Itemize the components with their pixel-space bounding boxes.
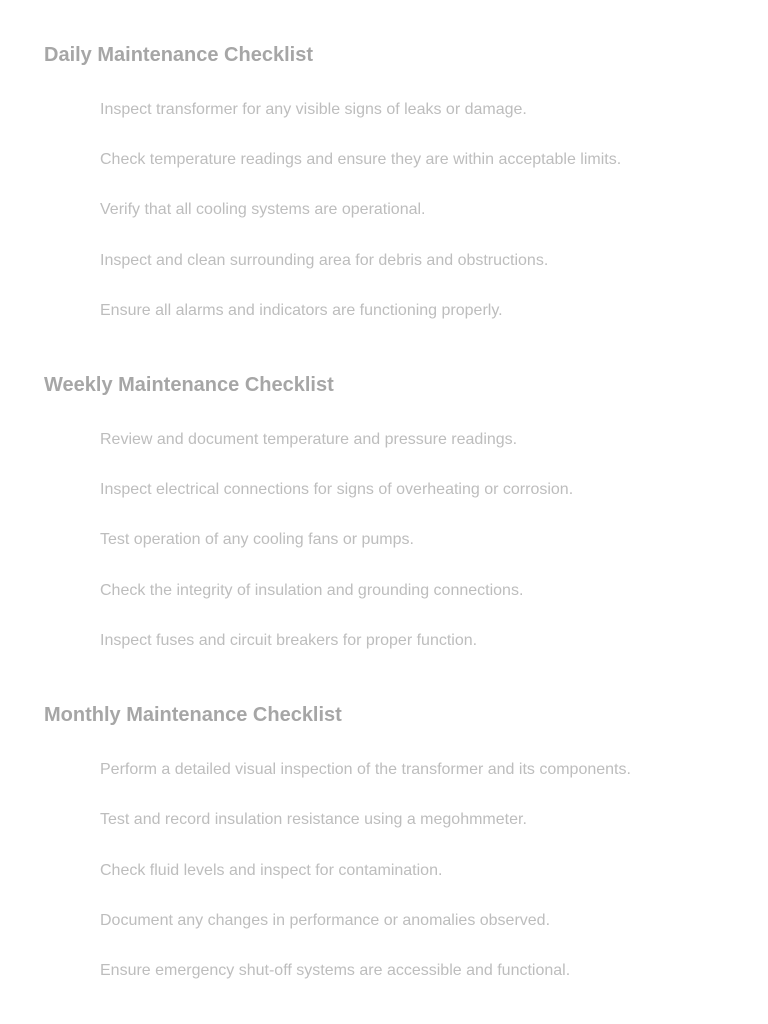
list-item: Inspect fuses and circuit breakers for proper function. bbox=[100, 632, 478, 649]
list-item: Review and document temperature and pressure readings. bbox=[100, 431, 518, 448]
list-item: Check temperature readings and ensure they are within acceptable limits. bbox=[100, 151, 622, 168]
monthly-section bbox=[44, 703, 744, 979]
monthly-section-title: Monthly Maintenance Checklist bbox=[44, 704, 342, 726]
list-item: Test operation of any cooling fans or pumps. bbox=[100, 531, 414, 548]
list-item: Test and record insulation resistance using a megohmmeter. bbox=[100, 811, 527, 828]
list-item: Verify that all cooling systems are operational. bbox=[100, 201, 426, 218]
list-item: Document any changes in performance or anomalies observed. bbox=[100, 912, 551, 929]
list-item: Inspect transformer for any visible signs of leaks or damage. bbox=[100, 101, 527, 118]
list-item: Inspect electrical connections for signs of overheating or corrosion. bbox=[100, 481, 574, 498]
list-item: Ensure all alarms and indicators are functioning properly. bbox=[100, 302, 503, 319]
daily-section bbox=[44, 43, 744, 319]
weekly-section bbox=[44, 373, 744, 649]
weekly-section-title: Weekly Maintenance Checklist bbox=[44, 374, 334, 396]
list-item: Perform a detailed visual inspection of the transformer and its components. bbox=[100, 761, 631, 778]
list-item: Ensure emergency shut-off systems are accessible and functional. bbox=[100, 962, 571, 979]
daily-section-title: Daily Maintenance Checklist bbox=[44, 44, 313, 66]
list-item: Inspect and clean surrounding area for debris and obstructions. bbox=[100, 252, 549, 269]
list-item: Check the integrity of insulation and grounding connections. bbox=[100, 582, 524, 599]
list-item: Check fluid levels and inspect for contamination. bbox=[100, 862, 443, 879]
